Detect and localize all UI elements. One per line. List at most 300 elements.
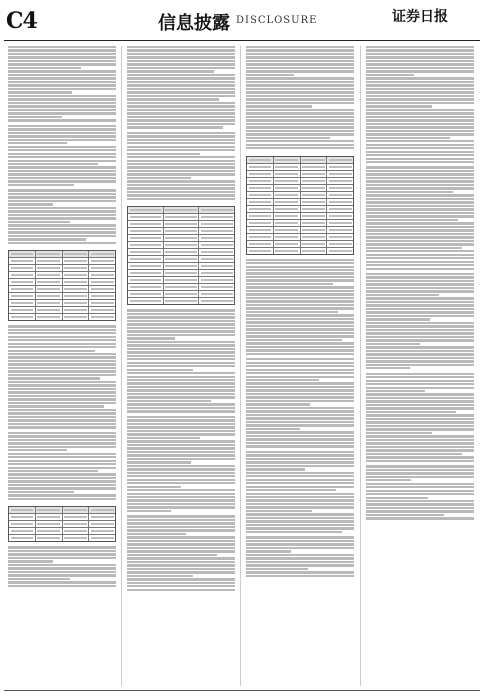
text-line: [246, 396, 354, 398]
table-cell: [301, 206, 328, 212]
table-row: [9, 507, 115, 514]
text-line: [366, 390, 425, 392]
table-row: [247, 220, 353, 227]
text-line: [127, 550, 235, 552]
table-cell: [128, 242, 164, 248]
text-line: [246, 269, 354, 271]
text-line: [366, 367, 410, 369]
text-line: [366, 339, 474, 341]
table-cell: [36, 528, 63, 534]
table-cell: [63, 279, 90, 285]
text-line: [246, 372, 354, 374]
table-cell: [199, 221, 234, 227]
text-line: [127, 362, 235, 364]
table-cell: [89, 535, 115, 541]
text-line: [127, 561, 235, 563]
text-line: [366, 198, 474, 200]
text-line: [366, 472, 474, 474]
table-row: [128, 256, 234, 263]
table-cell: [247, 213, 274, 219]
table-row: [9, 528, 115, 535]
text-line: [366, 311, 474, 313]
table-cell: [327, 234, 353, 240]
table-cell: [164, 277, 200, 283]
text-line: [8, 585, 116, 587]
table-row: [128, 291, 234, 298]
table-cell: [128, 298, 164, 304]
table-cell: [247, 220, 274, 226]
text-line: [366, 418, 474, 420]
text-line: [366, 517, 474, 519]
text-line: [246, 454, 354, 456]
table-cell: [36, 272, 63, 278]
table-row: [128, 277, 234, 284]
table-cell: [164, 298, 200, 304]
table-cell: [301, 199, 328, 205]
text-line: [366, 308, 474, 310]
text-line: [8, 398, 116, 400]
table-cell: [301, 164, 328, 170]
text-line: [246, 400, 354, 402]
table-cell: [327, 157, 353, 163]
text-line: [127, 163, 235, 165]
text-line: [8, 360, 116, 362]
text-line: [127, 475, 235, 477]
text-line: [127, 309, 235, 311]
text-line: [246, 279, 354, 281]
text-line: [127, 123, 235, 125]
text-line: [127, 503, 235, 505]
text-line: [127, 575, 193, 577]
text-line: [246, 379, 319, 381]
text-line: [366, 503, 474, 505]
text-line: [8, 470, 98, 472]
text-line: [246, 472, 354, 474]
text-line: [246, 482, 354, 484]
table-row: [9, 265, 115, 272]
table-cell: [36, 314, 63, 320]
table-cell: [247, 192, 274, 198]
text-line: [246, 571, 354, 573]
text-line: [366, 360, 474, 362]
text-line: [246, 510, 312, 512]
newspaper-masthead: 证券日报: [392, 9, 448, 25]
table-cell: [128, 291, 164, 297]
table-cell: [247, 234, 274, 240]
text-line: [8, 363, 116, 365]
text-line: [127, 547, 235, 549]
text-line: [366, 460, 474, 462]
text-line: [127, 589, 235, 591]
table-cell: [9, 265, 36, 271]
text-line: [127, 447, 235, 449]
text-line: [246, 561, 354, 563]
text-line: [246, 307, 354, 309]
text-line: [246, 53, 354, 55]
text-line: [366, 428, 474, 430]
table-cell: [301, 220, 328, 226]
table-row: [9, 314, 115, 320]
text-line: [8, 391, 116, 393]
text-line: [366, 268, 474, 270]
table-cell: [164, 263, 200, 269]
table-cell: [36, 286, 63, 292]
text-line: [8, 381, 116, 383]
text-line: [246, 102, 354, 104]
text-line: [366, 264, 474, 266]
text-line: [8, 77, 116, 79]
text-line: [127, 578, 235, 580]
text-line: [8, 53, 116, 55]
text-line: [127, 468, 235, 470]
table-cell: [327, 227, 353, 233]
text-line: [8, 435, 116, 437]
text-line: [127, 95, 235, 97]
text-line: [246, 328, 354, 330]
text-line: [366, 325, 474, 327]
text-line: [246, 564, 354, 566]
text-line: [127, 582, 235, 584]
table-cell: [9, 279, 36, 285]
text-line: [246, 540, 354, 542]
text-column-1: [8, 46, 116, 590]
text-line: [366, 376, 474, 378]
text-line: [127, 60, 235, 62]
text-line: [366, 400, 474, 402]
text-line: [246, 479, 354, 481]
text-line: [8, 224, 116, 226]
table-cell: [128, 277, 164, 283]
text-line: [127, 358, 235, 360]
text-line: [246, 311, 338, 313]
table-cell: [274, 178, 301, 184]
table-row: [247, 199, 353, 206]
text-line: [246, 386, 354, 388]
text-line: [246, 259, 354, 261]
text-line: [8, 442, 116, 444]
table-cell: [274, 206, 301, 212]
text-line: [366, 70, 474, 72]
text-line: [366, 425, 474, 427]
text-line: [246, 506, 354, 508]
text-line: [127, 486, 181, 488]
text-line: [366, 435, 474, 437]
text-line: [246, 77, 354, 79]
text-line: [127, 126, 223, 128]
table-cell: [9, 528, 36, 534]
text-line: [8, 166, 116, 168]
table-row: [9, 535, 115, 541]
text-line: [246, 527, 354, 529]
text-line: [8, 419, 116, 421]
text-line: [127, 382, 235, 384]
table-cell: [199, 284, 234, 290]
text-line: [8, 102, 116, 104]
table-row: [128, 228, 234, 235]
text-line: [246, 293, 354, 295]
text-line: [246, 304, 354, 306]
text-line: [8, 325, 116, 327]
text-line: [246, 332, 354, 334]
text-line: [8, 367, 116, 369]
text-column-3: [246, 46, 354, 580]
page-number: C4: [6, 8, 37, 34]
text-line: [366, 322, 474, 324]
text-line: [246, 318, 354, 320]
table-cell: [199, 228, 234, 234]
table-row: [128, 221, 234, 228]
text-line: [127, 170, 235, 172]
text-line: [127, 355, 235, 357]
text-line: [246, 496, 354, 498]
text-line: [366, 380, 474, 382]
text-line: [8, 221, 70, 223]
text-line: [8, 560, 53, 562]
text-line: [366, 137, 450, 139]
text-line: [127, 365, 235, 367]
table-row: [247, 171, 353, 178]
text-line: [246, 140, 354, 142]
table-cell: [301, 185, 328, 191]
text-line: [246, 95, 354, 97]
text-line: [246, 517, 354, 519]
text-line: [127, 316, 235, 318]
page-header: [0, 0, 484, 44]
table-cell: [9, 507, 36, 513]
text-line: [366, 222, 474, 224]
text-line: [127, 376, 235, 378]
text-line: [8, 74, 116, 76]
table-cell: [9, 272, 36, 278]
text-line: [366, 95, 474, 97]
table-cell: [164, 207, 200, 213]
text-line: [246, 557, 354, 559]
text-line: [8, 432, 116, 434]
table-cell: [128, 214, 164, 220]
table-cell: [164, 249, 200, 255]
text-line: [246, 547, 354, 549]
table-cell: [63, 300, 90, 306]
text-line: [246, 276, 354, 278]
text-line: [366, 74, 414, 76]
text-line: [366, 166, 474, 168]
text-line: [8, 235, 116, 237]
table-cell: [128, 221, 164, 227]
text-line: [127, 526, 235, 528]
table-cell: [9, 314, 36, 320]
text-line: [246, 137, 330, 139]
table-cell: [63, 507, 90, 513]
text-line: [8, 578, 70, 580]
text-line: [246, 349, 354, 351]
text-line: [8, 409, 116, 411]
text-line: [366, 439, 474, 441]
table-cell: [36, 251, 63, 257]
text-line: [246, 393, 354, 395]
text-line: [8, 98, 116, 100]
text-line: [246, 362, 354, 364]
text-line: [246, 63, 354, 65]
text-line: [8, 395, 116, 397]
text-line: [127, 180, 235, 182]
text-line: [246, 358, 354, 360]
table-cell: [327, 199, 353, 205]
text-line: [246, 493, 354, 495]
text-line: [127, 102, 235, 104]
text-line: [8, 95, 116, 97]
table-cell: [89, 293, 115, 299]
table-row: [9, 521, 115, 528]
text-line: [8, 426, 116, 428]
text-line: [246, 339, 342, 341]
text-line: [366, 126, 474, 128]
text-line: [246, 407, 354, 409]
text-line: [246, 382, 354, 384]
table-cell: [89, 286, 115, 292]
text-line: [366, 280, 474, 282]
text-line: [127, 116, 235, 118]
text-line: [366, 119, 474, 121]
text-line: [8, 112, 116, 114]
table-cell: [327, 213, 353, 219]
table-cell: [274, 185, 301, 191]
text-line: [366, 283, 474, 285]
text-line: [366, 63, 474, 65]
text-line: [366, 84, 474, 86]
text-line: [127, 479, 235, 481]
table-cell: [9, 521, 36, 527]
table-row: [9, 258, 115, 265]
text-line: [366, 205, 474, 207]
text-line: [366, 180, 474, 182]
text-line: [246, 49, 354, 51]
data-table: [8, 506, 116, 542]
table-row: [9, 251, 115, 258]
table-cell: [9, 286, 36, 292]
table-row: [128, 270, 234, 277]
text-line: [127, 389, 235, 391]
text-line: [127, 74, 235, 76]
table-row: [9, 514, 115, 521]
text-line: [366, 161, 474, 163]
text-line: [8, 402, 116, 404]
data-table: [127, 206, 235, 305]
text-line: [366, 201, 474, 203]
text-line: [8, 125, 116, 127]
text-line: [127, 153, 200, 155]
text-line: [366, 486, 474, 488]
text-line: [127, 543, 235, 545]
table-cell: [89, 258, 115, 264]
text-line: [127, 465, 235, 467]
text-line: [8, 170, 116, 172]
text-line: [366, 173, 474, 175]
text-line: [246, 283, 333, 285]
table-cell: [89, 507, 115, 513]
table-cell: [274, 157, 301, 163]
table-cell: [63, 286, 90, 292]
text-line: [246, 520, 354, 522]
data-table: [246, 156, 354, 255]
text-line: [366, 208, 474, 210]
table-row: [9, 272, 115, 279]
text-line: [246, 414, 354, 416]
text-line: [8, 332, 116, 334]
text-line: [246, 376, 354, 378]
table-cell: [9, 300, 36, 306]
text-line: [246, 421, 354, 423]
text-line: [127, 519, 235, 521]
table-cell: [89, 528, 115, 534]
text-line: [127, 437, 200, 439]
table-cell: [247, 178, 274, 184]
table-cell: [199, 263, 234, 269]
text-line: [366, 453, 462, 455]
text-line: [366, 112, 474, 114]
text-line: [246, 56, 354, 58]
text-line: [366, 357, 474, 359]
text-line: [8, 180, 116, 182]
text-line: [366, 297, 474, 299]
text-line: [8, 581, 116, 583]
text-line: [366, 483, 474, 485]
text-line: [246, 524, 354, 526]
text-line: [366, 133, 474, 135]
text-line: [8, 217, 116, 219]
text-line: [8, 346, 116, 348]
text-line: [127, 493, 235, 495]
text-line: [8, 196, 116, 198]
text-line: [246, 465, 354, 467]
table-cell: [327, 206, 353, 212]
text-line: [366, 456, 474, 458]
text-line: [127, 313, 235, 315]
text-line: [127, 510, 171, 512]
text-line: [366, 247, 462, 249]
text-line: [8, 56, 116, 58]
table-cell: [327, 241, 353, 247]
header-divider: [4, 40, 480, 41]
text-column-4: [366, 46, 474, 523]
text-line: [246, 297, 354, 299]
text-line: [127, 407, 235, 409]
text-line: [127, 529, 235, 531]
table-cell: [301, 213, 328, 219]
table-cell: [36, 265, 63, 271]
text-line: [366, 411, 456, 413]
table-cell: [301, 157, 328, 163]
text-line: [127, 458, 235, 460]
text-line: [127, 132, 235, 134]
text-line: [127, 585, 235, 587]
table-cell: [199, 291, 234, 297]
text-line: [127, 533, 186, 535]
text-line: [127, 139, 235, 141]
text-line: [246, 144, 354, 146]
text-line: [127, 482, 235, 484]
text-line: [127, 403, 235, 405]
text-line: [366, 393, 474, 395]
text-line: [127, 433, 235, 435]
text-line: [246, 130, 354, 132]
table-row: [9, 286, 115, 293]
text-line: [246, 442, 354, 444]
text-line: [127, 327, 235, 329]
text-line: [8, 460, 116, 462]
text-line: [366, 105, 432, 107]
table-cell: [63, 535, 90, 541]
text-line: [366, 123, 474, 125]
